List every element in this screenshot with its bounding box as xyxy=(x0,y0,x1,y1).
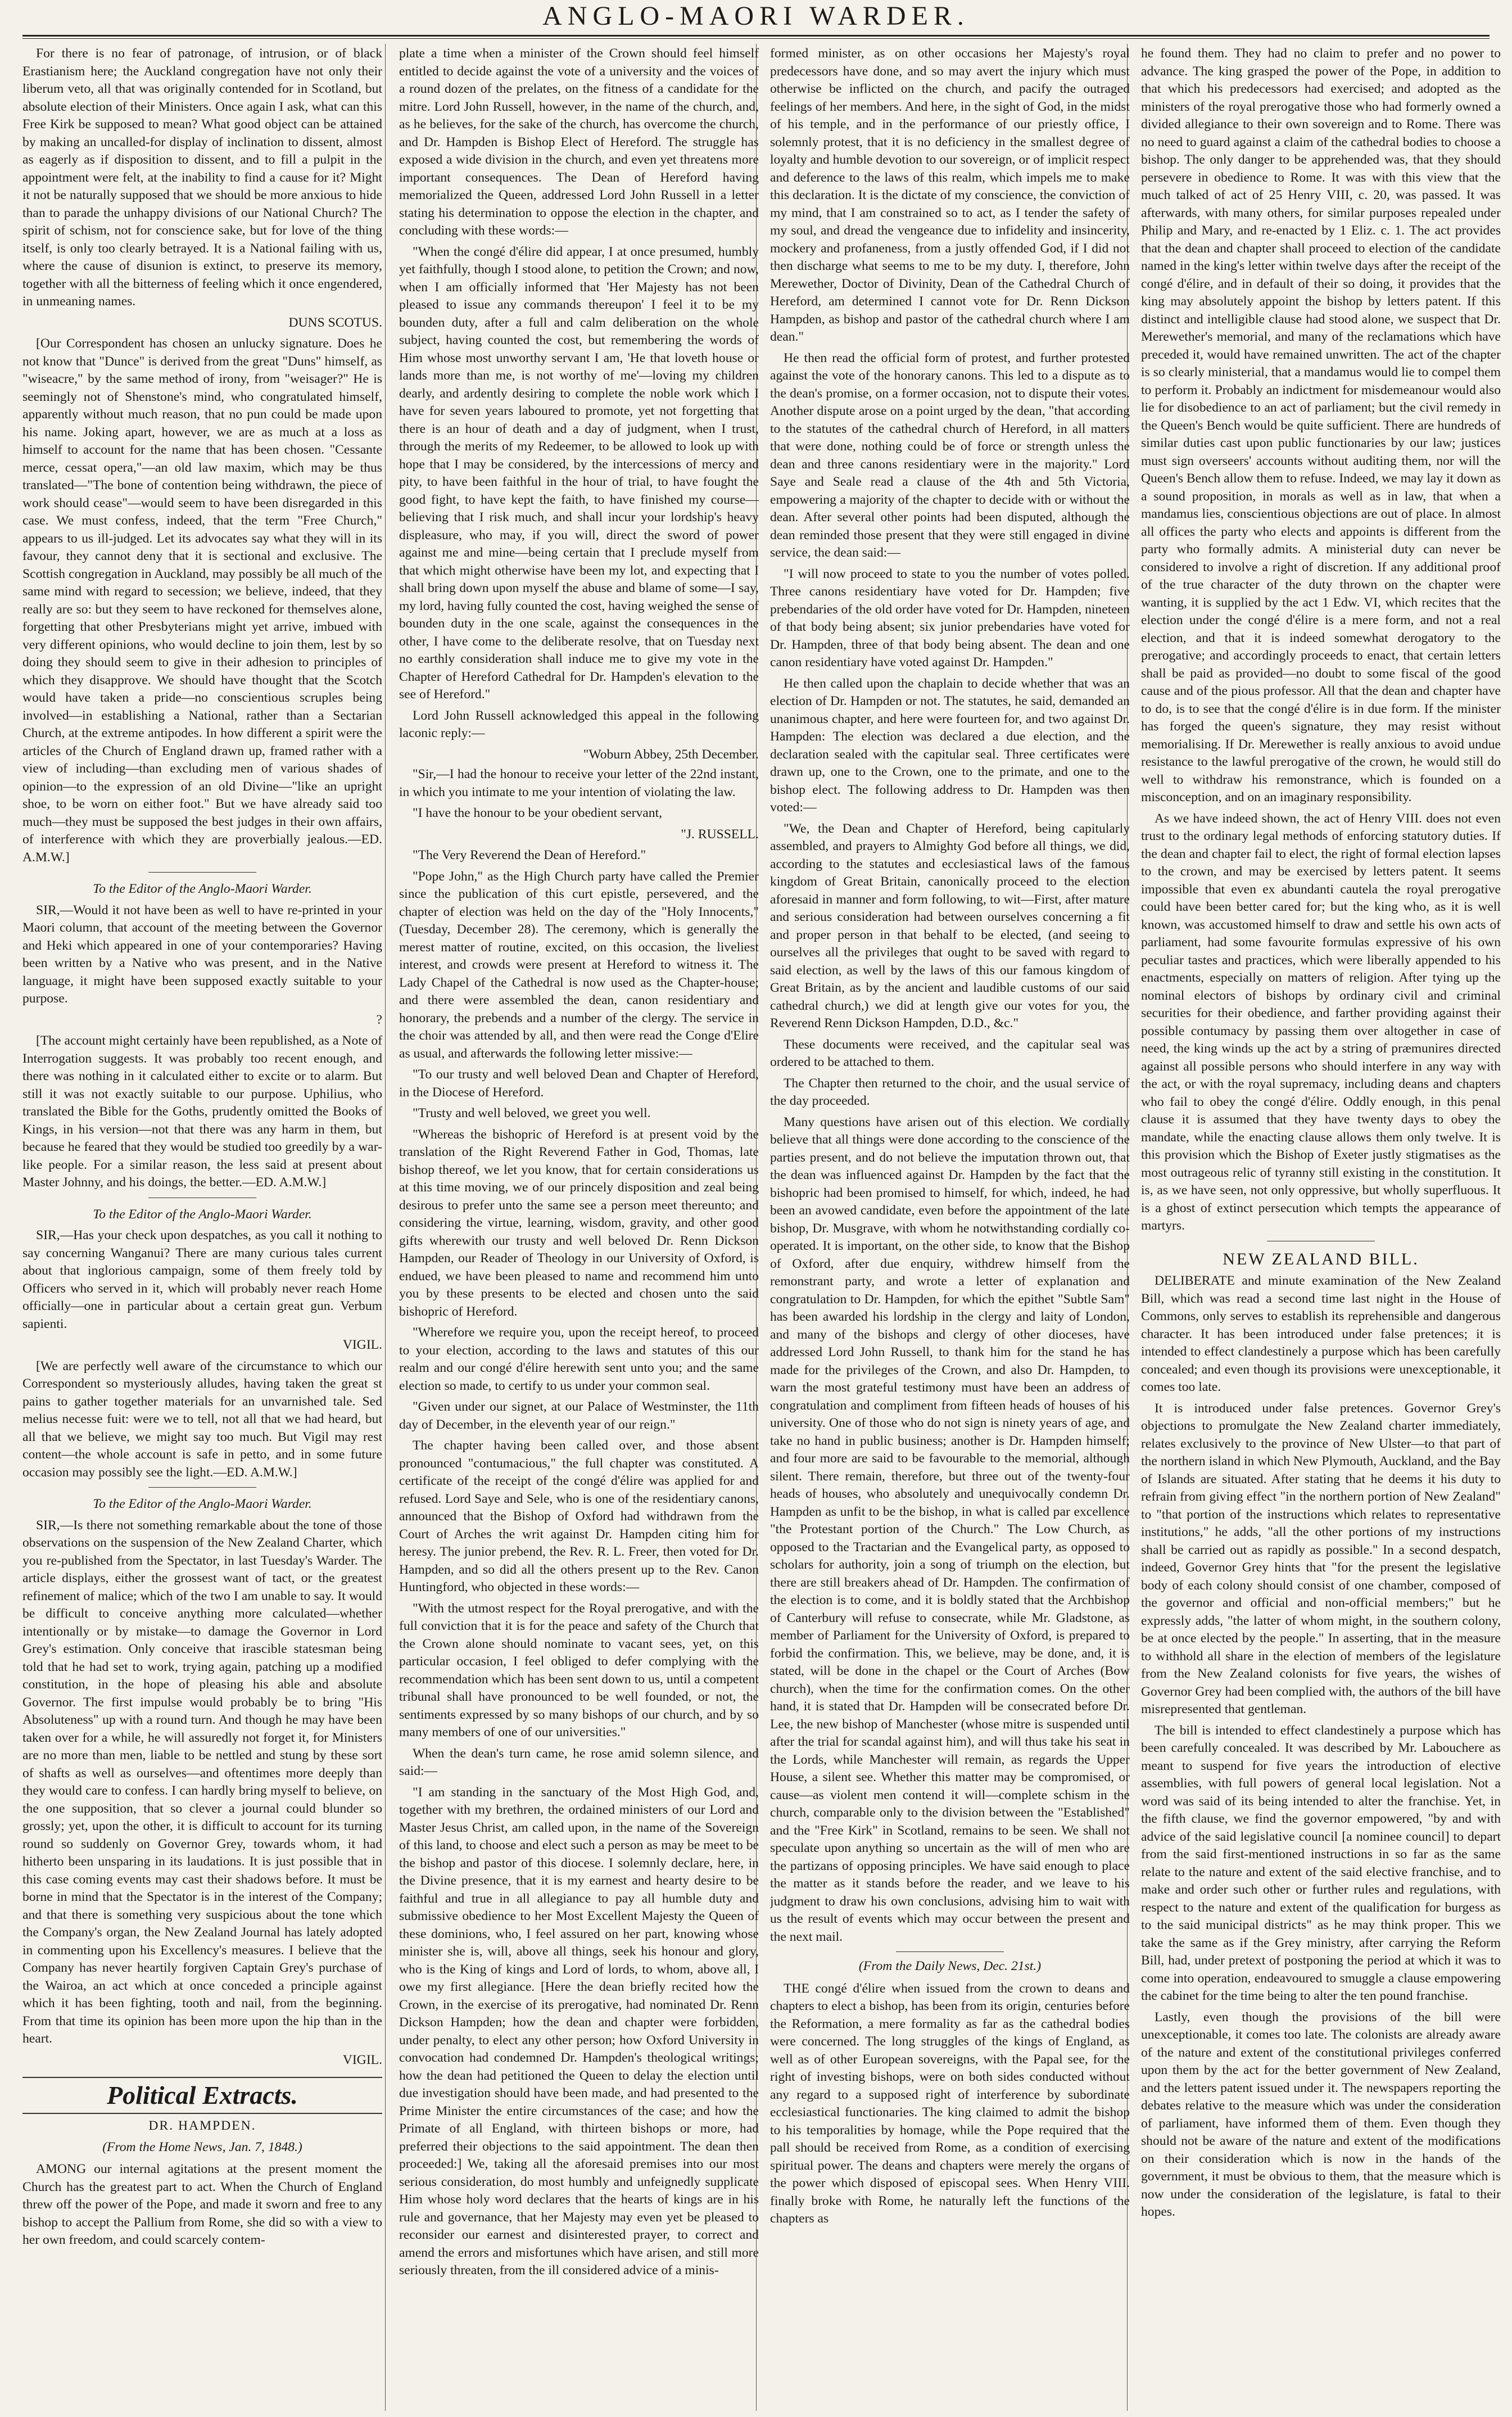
column-divider xyxy=(385,44,386,2411)
article-title: DR. HAMPDEN. xyxy=(148,2118,256,2133)
article-paragraph: It is introduced under false pretences. Governor Grey's objections to promulgate the New Zealand charter immediately, relates exclusively to the province of New Ulster—to that part of the northern island in which New Plymouth, Auckland, and the Bay of Islands are situated. After stating that he deems it his duty to refrain from giving effect "in the northern portion of New Zealand" to "that portion of the instructions which relates to representative institutions," he adds, "all the other portions of my instructions shall be carried out as rapidly as possible." In a second despatch, indeed, Governor Grey hints that "for the present the legislative body of each colony should consist of one chamber, composed of the governor and official and non-official members;" but he expressly adds, "the latter of whom might, in the southern colony, be at once elected by the people." In asserting, that in the measure to withhold all share in the election of members of the legislature from the New Zealand colonists for five years, the wishes of Governor Grey had been complied with, the authors of the bill have misrepresented that gentleman. xyxy=(1141,1400,1501,1716)
article-paragraph: SIR,—Would it not have been as well to have re-printed in your Maori column, that account of the meeting between the Governor and Heki which appeared in one of your contemporaries? Having been written by a Native who was present, and in the Native language, it might have been supposed exactly suitable to your purpose. xyxy=(22,902,382,1006)
article-paragraph: As we have indeed shown, the act of Henry VIII. does not even trust to the ordinary legal methods of enforcing statutory duties. If the dean and chapter fail to elect, the right of formal election lapses to the crown, and may be exercised by letters patent. It seems impossible that even ex abundanti cautela the royal prerogative could have been better cared for; but the king who, as it is well known, was accustomed himself to draw and settle his own acts of parliament, had some favourite formulas expressive of his own peculiar tastes and practices, which were liberally appended to his enactments, especially on matters of religion. After tying up the nominal electors of bishops by ordinary civil and criminal securities for their obedience, and farther providing against their possible contumacy by passing them over altogether in case of need, the king winds up the act by a string of præmunires directed against all possible persons who should interfere in any way with the act, or with the royal supremacy, including deans and chapters who fail to obey the congé d'élire. Oddly enough, in this penal clause it is assumed that they have twenty days to obey the mandate, while the enacting clause allows them only twelve. It is this provision which the Bishop of Exeter justly stigmatises as the most outrageous relic of tyranny still existing in the constitution. It is, as we have seen, not only oppressive, but wholly superfluous. It is a ghost of extinct persecution which tempts the appearance of martyrs. xyxy=(1141,811,1501,1233)
article-source: (From the Daily News, Dec. 21st.) xyxy=(858,1959,1042,1973)
article-paragraph: The chapter having been called over, and those absent pronounced "contumacious," the full chapter was constituted. A certificate of the receipt of the congé d'élire was applied for and refused. Lord Saye and Sele, who is one of the residentiary canons, announced that the Bishop of Oxford had withdrawn from the Court of Arches the writ against Dr. Hampden citing him for heresy. The junior prebend, the Rev. R. L. Freer, then voted for Dr. Hampden, and so did all the others present up to the Rev. Canon Huntingford, who objected in these words:— xyxy=(399,1438,759,1594)
article-paragraph: The Chapter then returned to the choir, and the usual service of the day proceeded. xyxy=(770,1076,1130,1108)
signature: ? xyxy=(376,1012,382,1027)
column-3 xyxy=(770,45,1130,2406)
masthead-rule xyxy=(22,35,1490,37)
quoted-letter: "Given under our signet, at our Palace of Westminster, the 11th day of December, in the eleventh year of our reign." xyxy=(399,1399,759,1432)
quoted-letter: "I have the honour to be your obedient servant, xyxy=(413,806,663,820)
quoted-letter: "I will now proceed to state to you the number of votes polled. Three canons residentiary have voted for Dr. Hampden; five prebendaries of the old order have voted for Dr. Hampden, nineteen of that body being absent; six junior prebendaries have voted for Dr. Hampden, three of that body being absent. The dean and one canon residentiary have voted against Dr. Hampden." xyxy=(770,566,1130,670)
signature: "J. RUSSELL. xyxy=(681,826,759,842)
article-paragraph: Lord John Russell acknowledged this appeal in the following laconic reply:— xyxy=(399,708,759,740)
article-paragraph: plate a time when a minister of the Crown should feel himself entitled to decide against the vote of a university and the voices of a round dozen of the prelates, on the fitness of a candidate for the mitre. Lord John Russell, however, in the name of the church, and, as he believes, for the sake of the church, has overcome the church, and Dr. Hampden is Bishop Elect of Hereford. The struggle has exposed a wide division in the church, and even yet threatens more important consequences. The Dean of Hereford having memorialized the Queen, addressed Lord John Russell in a letter stating his determination to oppose the election in the chapter, and concluding with these words:— xyxy=(399,46,759,238)
article-paragraph: SIR,—Has your check upon despatches, as you call it nothing to say concerning Wanganui? There are many curious tales current about that inglorious campaign, some of them freely told by Officers who served in it, which will probably never reach Home officially—one in particular about a certain great gun. Verbum sapienti. xyxy=(22,1228,382,1331)
divider xyxy=(896,1951,1004,1952)
divider xyxy=(148,872,256,873)
divider xyxy=(148,1487,256,1488)
article-paragraph: "Pope John," as the High Church party have called the Premier since the publication of this curt epistle, persevered, and the chapter of election was held on the day of the "Holy Innocents," (Tuesday, December 28). The ceremony, which is generally the merest matter of routine, excited, on this occasion, the liveliest interest, and crowds were present at Hereford to witness it. The Lady Chapel of the Cathedral is now used as the Chapter-house; and there were assembled the dean, canon residentiary and honorary, the prebends and a number of the clergy. The service in the choir was attended by all, and then were read the Conge d'Elire as usual, and afterwards the following letter missive:— xyxy=(399,869,759,1061)
article-paragraph: he found them. They had no claim to prefer and no power to advance. The king grasped the power of the Pope, in addition to that which his predecessors had exercised; and adopted as the ministers of the royal prerogative those who had formerly owned a divided allegiance to their own sovereign and to Rome. There was no need to guard against a claim of the cathedral bodies to choose a bishop. The only danger to be apprehended was, that they should persevere in obedience to Rome. It was with this view that the much talked of act of 25 Henry VIII, c. 20, was passed. It was afterwards, with many others, for similar purposes repealed under Philip and Mary, and re-enacted by 1 Eliz. c. 1. The act provides that the dean and chapter shall proceed to election of the candidate named in the king's letter within twelve days after the receipt of the congé d'élire, and in default of their so doing, it provides that the king may absolutely appoint the bishop by letters patent. If this distinct and intelligible clause had stood alone, we suspect that Dr. Merewether's memorial, and many of the reclamations which have preceded it, would have remained unwritten. The act of the chapter is so clearly ministerial, that a mandamus would lie to compel them to perform it. Probably an indictment for misdemeanour would also lie for disobedience to an act of parliament; but the civil remedy in the Queen's Bench would be quite sufficient. There are hundreds of similar duties cast upon public functionaries by our law; justices must sign overseers' accounts without auditing them, nor will the Queen's Bench allow them to refuse. Indeed, we may lay it down as a sound proposition, in morals as well as in law, that when a mandamus lies, conscientious objections are out of place. In almost all offices the party who elects and appoints is different from the party who formally admits. A ministerial duty can never be considered to involve a right of discretion. If any additional proof of the true character of the duty thrown on the chapter were wanting, it is supplied by the act 1 Edw. VI, which recites that the election under the congé d'élire is a mere form, and not a real election, and that it is indeed somewhat derogatory to the prerogative; and accordingly proceeds to enact, that certain letters shall be paid as provided—no doubt to some fiscal of the good cause and of the pious professor. All that the dean and chapter have to do, is to see that the congé d'élire is in due form. If the minister has forged the queen's signature, they may resist without memorialising. If Dr. Merewether is really anxious to avoid undue resistance to the lawful prerogative of the crown, he would still do well to withdraw his remonstrance, which is founded on a misconception, and on an imaginary responsibility. xyxy=(1141,46,1501,805)
article-paragraph: He then read the official form of protest, and further protested against the vote of the honorary canons. This led to a dispute as to the dean's promise, on a former occasion, not to dispute their votes. Another dispute arose on a point urged by the dean, "that according to the statutes of the cathedral church of Hereford, in all matters that were done, nothing could be of force or strength unless the dean and three canons residentiary were in the majority." Lord Saye and Seale read a clause of the 4th and 5th Victoria, empowering a majority of the chapter to decide with or without the dean. After several other points had been disputed, although the dean reminded those present that they were still engaged in divine service, the dean said:— xyxy=(770,350,1130,560)
quoted-letter: "Trusty and well beloved, we greet you well. xyxy=(413,1106,651,1121)
signature: VIGIL. xyxy=(342,1338,382,1352)
column-2 xyxy=(399,45,759,2406)
signature: VIGIL. xyxy=(342,2052,382,2067)
article-paragraph: The bill is intended to effect clandestinely a purpose which has been carefully concealed. It was described by Mr. Labouchere as meant to suspend for five years the introduction of elective assemblies, with full powers of general local legislation. Not a word was said of its being intended to alter the franchise. Yet, in the fifth clause, we find the governor empowered, "by and with advice of the said legislative council [a nominee council] to depart from the said first-mentioned instructions in so far as the same relate to the nature and extent of the said elective franchise, and to make and order such other or further rules and regulations, with respect to the nature and extent of the qualification for burgess as to the said municipal districts" as he may think proper. This we take the same as if the Grey ministry, after carrying the Reform Bill, had, under pretext of postponing the period at which it was to come into operation, endeavoured to smuggle a clause empowering the cabinet for the time being to alter the ten pound franchise. xyxy=(1141,1723,1501,2003)
article-paragraph: Lastly, even though the provisions of the bill were unexceptionable, it comes too late. The colonists are already aware of the nature and extent of the constitutional privileges conferred upon them by the act for the better government of New Zealand, and the letters patent issued under it. The newspapers reporting the debates relative to the measure which was under the consideration of parliament, have informed them of them. Even though they should not be aware of the nature and extent of the modifications on their consideration which is now in the hands of the government, it must be obvious to them, that the measure which is now under the consideration of the legislature, is fatal to their hopes. xyxy=(1141,2009,1501,2219)
masthead-rule-thin xyxy=(22,38,1490,39)
article-paragraph: THE congé d'élire when issued from the crown to deans and chapters to elect a bishop, has been from its origin, centuries before the Reformation, a mere formality as far as the cathedral bodies were concerned. The long struggles of the kings of England, as well as of other European sovereigns, with the Papal see, for the right of investing bishops, were on both sides conducted without any regard to a supposed right of interference by subordinate ecclesiastical functionaries. The king claimed to admit the bishop to his temporalities by homage, while the Pope required that the pall should be received from Rome, as a condition of exercising spiritual power. The deans and chapters were merely the organs of the power which disposed of episcopal sees. When Henry VIII. finally broke with Rome, he naturally left the functions of the chapters as xyxy=(770,1981,1130,2226)
editor-note: [We are perfectly well aware of the circumstance to which our Correspondent so mysteriously alludes, having taken the great st pains to gather together materials for an unvarnished tale. Sed melius necesse fuit: were we to tell, not all that we had heard, but all that we believe, we might say too much. But Vigil may rest content—the whole account is safe in petto, and in some future occasion may possibly see the light.—ED. A.M.W.] xyxy=(22,1358,382,1480)
article-paragraph: When the dean's turn came, he rose amid solemn silence, and said:— xyxy=(399,1746,759,1778)
article-source: (From the Home News, Jan. 7, 1848.) xyxy=(102,2139,302,2154)
article-paragraph: Many questions have arisen out of this election. We cordially believe that all things were done according to the conscience of the parties present, and do not believe the imputation thrown out, that the dean was influenced against Dr. Hampden by the fact that the bishopric had been promised to himself, for which, indeed, he had been an avowed candidate, even before the appointment of the late bishop, Dr. Musgrave, with whom he notwithstanding cordially co-operated. It is important, on the other side, to know that the Bishop of Oxford, after due enquiry, withdrew himself from the remonstrant party, and wrote a letter of explanation and congratulation to Dr. Hampden, for which the epithet "Subtle Sam" has been awarded his lordship in the clergy and laity of London, and many of the bishops and clergy of other dioceses, have addressed Lord John Russell, to thank him for the stand he has made for the privileges of the Crown, and also Dr. Hampden, to warn the most grateful testimony must have been an address of congratulation and compliment from fifteen heads of houses of his university. One of those who do not sign is ninety years of age, and take no hand in public business; another is Dr. Hampden himself; and four more are said to be favourable to the memorial, although silent. There remain, therefore, but three out of the twenty-four heads of houses, who absolutely and unequivocally condemn Dr. Hampden as unfit to be the bishop, in what is called par excellence "the Protestant portion of the Church." The Low Church, as opposed to the Tractarian and the Evangelical party, as opposed to scholars for authority, join a song of triumph on the election, but there are still breakers ahead of Dr. Hampden. The confirmation of the election is to come, and it is boldly stated that the Archbishop of Canterbury will refuse to consecrate, while Mr. Gladstone, as member of Parliament for the University of Oxford, is prepared to forbid the confirmation. This, we believe, may be done, and, it is stated, will be done in the chapel or the Court of Arches (Bow church), when the time for the confirmation comes. On the other hand, it is stated that Dr. Hampden will be consecrated before Dr. Lee, the new bishop of Manchester (whose mitre is suspended until after the trial for scandal against him), and will thus take his seat in the Lords, while Manchester will remain, as regards the Upper House, a silent see. Whether this matter may be compromised, or cause—as violent men contend it will—complete schism in the church, comparable only to the division between the "Established" and the "Free Kirk" in Scotland, remains to be seen. We shall not speculate upon anything so uncertain as the will of men who are the partizans of opposing principles. We have said enough to place the matter as it stands before the reader, and we leave to his judgment to draw his own conclusions, advising him to wait with us the result of events which may occur between the present and the next mail. xyxy=(770,1114,1130,1944)
letter-heading: To the Editor of the Anglo-Maori Warder. xyxy=(93,1207,312,1222)
signature: DUNS SCOTUS. xyxy=(288,315,382,330)
quoted-letter: "Sir,—I had the honour to receive your letter of the 22nd instant, in which you intimate to me your intention of violating the law. xyxy=(399,767,759,799)
article-paragraph: These documents were received, and the capitular seal was ordered to be attached to them. xyxy=(770,1037,1130,1069)
article-title: NEW ZEALAND BILL. xyxy=(1223,1249,1419,1268)
quoted-letter: "When the congé d'élire did appear, I at once presumed, humbly yet faithfully, though I stood alone, to petition the Crown; and now, when I am officially informed that 'Her Majesty has not been pleased to issue any commands thereupon' I feel it to be my bounden duty, after a full and calm deliberation on the whole subject, having counted the cost, but remembering the words of Him whose most unworthy servant I am, 'He that loveth house or lands more than me, is not worthy of me'—loving my children dearly, and ardently desiring to complete the noble work which I have for seven years laboured to promote, yet not forgetting that there is an hour of death and a day of judgment, when I trust, through the merits of my Redeemer, to be allowed to look up with hope that I may be considered, by the intercessions of mercy and pity, to have been faithful in the hour of trial, to have fought the good fight, to have kept the faith, to have finished my course—believing that I risk much, and shall incur your lordship's heavy displeasure, who may, if you will, direct the sword of power against me and mine—being certain that I preclude myself from that which might otherwise have been my lot, and expecting that I shall bring down upon myself the abuse and blame of some—I say, my lord, having fully counted the cost, having weighed the sense of bounden duty in the one scale, against the consequences in the other, I have come to the deliberate resolve, that on Tuesday next no earthly consideration shall induce me to give my vote in the Chapter of Hereford Cathedral for Dr. Hampden's elevation to the see of Hereford." xyxy=(399,244,759,702)
article-paragraph: DELIBERATE and minute examination of the New Zealand Bill, which was read a second time last night in the House of Commons, only serves to establish its reprehensible and dangerous character. It has been introduced under false pretences; it is intended to effect clandestinely a purpose which has been carefully concealed; and even though its provisions were unexceptionable, it comes too late. xyxy=(1141,1273,1501,1394)
quoted-letter: "Whereas the bishopric of Hereford is at present void by the translation of the Right Reverend Father in God, Thomas, late bishop thereof, we let you know, that for certain considerations us at this time moving, we of our princely disposition and zeal being desirous to prefer unto the same see a person meet thereunto; and considering the virtue, learning, wisdom, gravity, and other good gifts wherewith our trusty and well beloved Dr. Renn Dickson Hampden, our Reader of Theology in our University of Oxford, is endued, we have been pleased to name and recommend him unto you by these presents to be elected and chosen unto the said bishopric of Hereford. xyxy=(399,1127,759,1319)
quoted-letter: "To our trusty and well beloved Dean and Chapter of Hereford, in the Diocese of Hereford. xyxy=(399,1067,759,1100)
letter-date: "Woburn Abbey, 25th December. xyxy=(583,747,759,762)
article-paragraph: formed minister, as on other occasions her Majesty's royal predecessors have done, and so may avert the injury which must otherwise be inflicted on the church, and pacify the outraged feelings of her members. And here, in the sight of God, in the midst of his temple, and in the performance of our priestly office, I solemnly protest, that it is no deficiency in the smallest degree of loyalty and humble devotion to our sovereign, or of implicit respect and deference to the laws of this realm, which impels me to make this declaration. It is the dictate of my conscience, the conviction of my mind, that I am constrained so to act, as I tender the safety of my soul, and dread the vengeance due to infidelity and insincerity, mockery and profaneness, from a justly offended God, if I did not then discharge what seems to me to be my duty. I, therefore, John Merewether, Doctor of Divinity, Dean of the Cathedral Church of Hereford, am determined I cannot vote for Dr. Renn Dickson Hampden, as bishop and pastor of the cathedral church where I am dean." xyxy=(770,46,1130,344)
quoted-letter: "I am standing in the sanctuary of the Most High God, and, together with my brethren, the ordained ministers of our Lord and Master Jesus Christ, am called upon, in the name of the Sovereign of this land, to choose and elect such a person as may be meet to be the bishop and pastor of this diocese. I solemnly declare, here, in the Divine presence, that it is my earnest and hearty desire to be faithful and true in all allegiance to pay all humble duty and submissive obedience to her Most Excellent Majesty the Queen of these dominions, who, I feel assured on her part, knowing whose minister she is, will, above all things, seek his honour and glory, who is the King of kings and Lord of lords, to whom, above all, I owe my first allegiance. [Here the dean briefly recited how the Crown, in the exercise of its prerogative, had nominated Dr. Renn Dickson Hampden; how the dean and chapter were forbidden, under penalty, to elect any other person; how Oxford University in convocation had condemned Dr. Hampden's theological writings; how the dean had petitioned the Queen to delay the election until due investigation should have been made, and had presented to the Prime Minister the entire circumstances of the case; and how the Primate of all England, with thirteen bishops or more, had preferred their objections to the said appointment. The dean then proceeded:] We, taking all the aforesaid premises into our most serious consideration, do most humbly and unfeignedly supplicate Him whose holy word declares that the hearts of kings are in his rule and governance, that her Majesty may even yet be pleased to reconsider our earnest and disinterested prayer, to correct and amend the errors and misfortunes which have arisen, and still more seriously threaten, from the ill considered advice of a minis- xyxy=(399,1784,759,2278)
editor-note: [The account might certainly have been republished, as a Note of Interrogation suggests. It was probably too recent enough, and there was nothing in it calculated either to excite or to alarm. But still it was not exactly suitable to our purpose. Uphilius, who translated the Bible for the Goths, prudently omitted the Books of Kings, in his version—not that there was any harm in them, but because he feared that they would be studied too greedily by a war-like people. For a similar reason, the less said at present about Master Johnny, and his doings, the better.—ED. A.M.W.] xyxy=(22,1033,382,1190)
quoted-letter: "The Very Reverend the Dean of Hereford." xyxy=(413,848,646,862)
letter-heading: To the Editor of the Anglo-Maori Warder. xyxy=(93,1497,312,1511)
article-paragraph: SIR,—Is there not something remarkable about the tone of those observations on the suspension of the New Zealand Charter, which you re-published from the Spectator, in last Tuesday's Warder. The article displays, either the grossest want of tact, or the greatest refinement of malice; which of the two I am unable to say. It would be difficult to conceive anything more calculated—whether intentionally or by mistake—to damage the Governor in Lord Grey's estimation. Only conceive that irascible statesman being told that he had set to work, trying again, patching up a modified constitution, in the hope of pleasing his able and absolute Governor. The first impulse would probably be to bring "His Absoluteness" up with a round turn. And though he may have been taken over for a while, he will assuredly not forget it, for Ministers are no more than men, liable to be nettled and stung by these sort of shafts as well as ourselves—and oftentimes more deeply than they would care to confess. I can hardly bring myself to believe, on the one supposition, that so clever a journal could blunder so grossly; yet, upon the other, it is difficult to account for its turning round so suddenly on Governor Grey, towards whom, it had hitherto been unsparing in its laudations. It is just possible that in this case coming events may cast their shadows before. It must be borne in mind that the Spectator is in the interest of the Company; and that there is something very suspicious about the tone which the Company's organ, the New Zealand Journal has lately adopted in commenting upon his Excellency's measures. I believe that the Company has never heartily forgiven Captain Grey's purchase of the Wairoa, an act which at once conceded a principle against which it has been fighting, tooth and nail, from the beginning. From that time its opinion has been more upon the hip than in the heart. xyxy=(22,1517,382,2046)
quoted-letter: "We, the Dean and Chapter of Hereford, being capitularly assembled, and prayers to Almighty God before all things, we did, according to the statutes and ecclesiastical laws of the famous kingdom of Great Britain, canonically proceed to the election aforesaid in manner and form following, to wit—First, after mature and serious consideration had between ourselves concerning a fit and proper person in that behalf to be elected, (and seeing to ourselves all the privileges that ought to be saved with regard to said election, as well by the laws of this our famous kingdom of Great Britain, as by the ancient and laudible customs of our said cathedral church,) we did at length give our votes for you, the Reverend Renn Dickson Hampden, D.D., &c." xyxy=(770,821,1130,1031)
section-heading: Political Extracts. xyxy=(22,2077,382,2114)
column-1 xyxy=(22,45,382,2406)
article-paragraph: For there is no fear of patronage, of intrusion, or of black Erastianism here; the Auckland congregation have not only their liberum veto, all that was originally contended for in Scotland, but absolute election of their Ministers. Once again I ask, what can this Free Kirk be supposed to mean? What good object can be attained by making an uncalled-for display of inclination to dissent, almost as eagerly as if disposition to dissent, and to fill a pulpit in the appointment were felt, at the inability to find a cause for it? Might it not be naturally supposed that we should be more anxious to hide than to parade the unhappy divisions of our National Church? The spirit of schism, not for conscience sake, but for love of the thing itself, is only too clearly betrayed. It is a National failing with us, where the cause of disunion is extinct, to preserve its memory, together with all the bitterness of feeling which it once engendered, in unmeaning names. xyxy=(22,46,382,309)
column-4 xyxy=(1141,45,1501,2406)
masthead: ANGLO-MAORI WARDER. xyxy=(542,1,970,31)
article-paragraph: AMONG our internal agitations at the present moment the Church has the greatest part to act. When the Church of England threw off the power of the Pope, and made it sworn and free to any bishop to accept the Pallium from Rome, she did so with a view to her own freedom, and could scarcely contem- xyxy=(22,2162,382,2247)
article-paragraph: He then called upon the chaplain to decide whether that was an election of Dr. Hampden or not. The statutes, he said, demanded an unanimous chapter, and here were fourteen for, and two against Dr. Hampden: The election was declared a due election, and the declaration sealed with the capitular seal. Three certificates were drawn up, one to the Crown, one to the primate, and one to the bishop elect. The following address to Dr. Hampden was then voted:— xyxy=(770,676,1130,815)
quoted-letter: "Wherefore we require you, upon the receipt hereof, to proceed to your election, according to the laws and statutes of this our realm and our congé d'élire herewith sent unto you; and the same election so made, to certify to us under your common seal. xyxy=(399,1325,759,1393)
editor-note: [Our Correspondent has chosen an unlucky signature. Does he not know that "Dunce" is derived from the great "Duns" himself, as "wiseacre," by the same method of irony, from "weisager?" He is seemingly not of Shenstone's mind, who congratulated himself, apparently without much reason, that no pun could be made upon his name. Joking apart, however, we are as much at a loss as himself to account for the name that has been chosen. "Cessante merce, cessat opera,"—an old law maxim, which may be thus translated—"The bone of contention being withdrawn, the piece of work should cease"—would seem to have been disregarded in this case. We must confess, indeed, that the term "Free Church," appears to us ill-judged. Let its advocates say what they will in its favour, they cannot deny that it is sectional and exclusive. The Scottish congregation in Auckland, may possibly be all much of the same mind with regard to secession; we believe, indeed, that they really are so: but they seem to have reckoned for themselves alone, forgetting that other Presbyterians might yet arrive, imbued with very different opinions, who would decline to join them, lest by so doing they should seem to give in their adhesion to principles of which they disapprove. We should have thought that the Scotch would have taken a pride—no conscientious scruples being involved—in establishing a National, rather than a Sectarian Church, at the extreme antipodes. In how different a spirit were the articles of the Church of England drawn up, framed rather with a view of including—than excluding men of various shades of opinion—to the expression of an old Divine—"like an upright shoe, to be worn on either foot." But we have already said too much—they must be supposed the best judges in their own affairs, of interference with which they are proverbially jealous.—ED. A.M.W.] xyxy=(22,336,382,865)
letter-heading: To the Editor of the Anglo-Maori Warder. xyxy=(93,882,312,896)
quoted-letter: "With the utmost respect for the Royal prerogative, and with the full conviction that it is for the peace and safety of the Church that the Crown alone should nominate to vacant sees, yet, on this particular occasion, I feel obliged to defer complying with the recommendation which has been sent down to us, until a competent tribunal shall have pronounced to be well founded, or not, the sentiments expressed by so many bishops of our church, and by so many members of one of our universities." xyxy=(399,1601,759,1740)
